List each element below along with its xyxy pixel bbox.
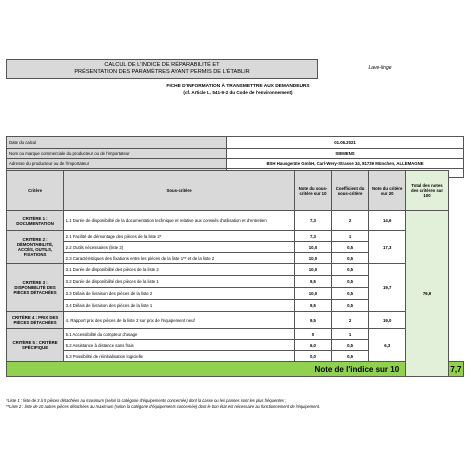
- subcriterion-coef: 0,5: [331, 300, 368, 312]
- subcriterion-label: 2.3 Caractéristiques des fixations entre les pièces de la liste 1** et de la liste 2: [64, 253, 295, 264]
- info-value: 01.06.2021: [227, 137, 464, 149]
- footnote-1: *Liste 1 : liste de 3 à 5 pièces détachées au maximum (selon la catégorie d'équipements concernée) dont la casse ou les pannes sont les plus fréquentes ;: [6, 398, 287, 403]
- subcriterion-note: 9,5: [295, 276, 332, 288]
- table-row: [7, 231, 464, 242]
- criterion-5-name: CRITÈRE 5 : CRITÈRE SPÉCIFIQUE: [7, 329, 64, 362]
- table-row: [7, 264, 464, 276]
- subcriterion-coef: 2: [331, 211, 368, 231]
- subcriterion-note: 10,0: [295, 253, 332, 264]
- criterion-1-name: CRITÈRE 1 : DOCUMENTATION: [7, 211, 64, 231]
- total-score: 76,9: [406, 211, 449, 377]
- subcriterion-note: 0: [295, 329, 332, 340]
- subcriterion-note: 7,3: [295, 231, 332, 242]
- subcriterion-note: 6,0: [295, 340, 332, 351]
- subcriterion-note: 10,0: [295, 288, 332, 300]
- subcriterion-label: 5.3 Possibilité de réinitialisation logicielle: [64, 351, 295, 362]
- subcriterion-coef: 0,5: [331, 276, 368, 288]
- criterion-1-score: 14,6: [369, 211, 406, 231]
- table-header: [7, 171, 464, 211]
- subcriterion-label: 5.1 Accessibilité du compteur d'usage: [64, 329, 295, 340]
- subcriterion-label: 3.1 Durée de disponibilité des pièces de la liste 2: [64, 264, 295, 276]
- info-value: SIEMENS: [227, 149, 464, 159]
- scoring-table: [6, 170, 464, 377]
- col-header-critere: Critère: [7, 171, 64, 211]
- fiche-subtitle: (cf. Article L. 541-9-2 du Code de l'environnement): [183, 90, 293, 95]
- info-label: Adresse du producteur ou de l'importateur: [7, 158, 227, 168]
- final-index-value: 7,7: [448, 362, 463, 377]
- criterion-5-score: 6,3: [369, 329, 406, 362]
- col-header-note-critere: Note du critère sur 20: [369, 171, 406, 211]
- subcriterion-coef: 1: [331, 231, 368, 242]
- subcriterion-label: 3.2 Durée de disponibilité des pièces de la liste 1: [64, 276, 295, 288]
- subcriterion-note: 10,0: [295, 264, 332, 276]
- info-row: [7, 158, 464, 168]
- table-row: [7, 312, 464, 329]
- subcriterion-label: 4. Rapport prix des pièces de la liste 2 sur prix de l'équipement neuf: [64, 312, 295, 329]
- subcriterion-label: 3.4 Délais de livraison des pièces de la liste 1: [64, 300, 295, 312]
- table-row: [7, 329, 464, 340]
- fiche-title: FICHE D'INFORMATION À TRANSMETTRE AUX DEMANDEURS: [166, 84, 310, 89]
- document-title: [6, 59, 318, 79]
- col-header-note-sous: Note du sous-critère sur 10: [295, 171, 332, 211]
- criterion-4-name: CRITÈRE 4 : PRIX DES PIÈCES DÉTACHÉES: [7, 312, 64, 329]
- info-row: [7, 149, 464, 159]
- subcriterion-label: 2.2 Outils nécessaires (liste 2): [64, 242, 295, 253]
- subcriterion-label: 5.2 Assistance à distance sans frais: [64, 340, 295, 351]
- criterion-2-name: CRITÈRE 2 : DÉMONTABILITÉ, ACCÈS, OUTILS, FIXATIONS: [7, 231, 64, 264]
- subcriterion-coef: 0,5: [331, 340, 368, 351]
- fiche-heading: [6, 84, 470, 96]
- subcriterion-coef: 0,5: [331, 242, 368, 253]
- col-header-coef: Coefficient du sous-critère: [331, 171, 368, 211]
- product-type: Lave-linge: [368, 65, 392, 71]
- subcriterion-note: 0,0: [295, 351, 332, 362]
- subcriterion-label: 3.3 Délais de livraison des pièces de la liste 2: [64, 288, 295, 300]
- subcriterion-coef: 0,5: [331, 351, 368, 362]
- info-value: BSH Hausgeräte GmbH, Carl-Wery-Strasse 34, 81739 München, ALLEMAGNE: [227, 158, 464, 168]
- title-line-1: CALCUL DE L'INDICE DE RÉPARABILITÉ ET: [104, 62, 220, 68]
- table-row: [7, 211, 464, 231]
- subcriterion-label: 2.1 Facilité de démontage des pièces de la liste 2*: [64, 231, 295, 242]
- subcriterion-note: 7,3: [295, 211, 332, 231]
- subcriterion-note: 10,0: [295, 242, 332, 253]
- subcriterion-label: 1.1 Durée de disponibilité de la documentation technique et relative aux conseils d'utilisation et d'entretien: [64, 211, 295, 231]
- info-label: Nom ou marque commerciale du producteur ou de l'importateur: [7, 149, 227, 159]
- subcriterion-note: 9,5: [295, 300, 332, 312]
- col-header-total: Total des notes des critères sur 100: [406, 171, 449, 211]
- title-line-2: PRÉSENTATION DES PARAMÈTRES AYANT PERMIS DE L'ÉTABLIR: [74, 69, 250, 75]
- subcriterion-coef: 2: [331, 312, 368, 329]
- subcriterion-coef: 1: [331, 329, 368, 340]
- subcriterion-note: 9,5: [295, 312, 332, 329]
- footnote-2: **Liste 2 : liste de 10 autres pièces détachées au maximum (selon la catégorie d'équipements concernée) dont le bon état est nécessaire au fonctionnement de l'équipement.: [6, 403, 321, 409]
- criterion-3-score: 19,7: [369, 264, 406, 312]
- criterion-2-score: 17,3: [369, 231, 406, 264]
- subcriterion-coef: 0,5: [331, 288, 368, 300]
- subcriterion-coef: 0,5: [331, 264, 368, 276]
- criterion-3-name: CRITÈRE 3 : DISPONIBILITÉ DES PIÈCES DÉTACHÉES: [7, 264, 64, 312]
- subcriterion-coef: 0,5: [331, 253, 368, 264]
- footer-row: [7, 362, 464, 377]
- col-header-sous-critere: Sous-critère: [64, 171, 295, 211]
- final-index-label: Note de l'indice sur 10: [7, 362, 406, 377]
- criterion-4-score: 19,0: [369, 312, 406, 329]
- info-row: [7, 137, 464, 149]
- info-label: Date du calcul: [7, 137, 227, 149]
- footnotes: [6, 398, 466, 409]
